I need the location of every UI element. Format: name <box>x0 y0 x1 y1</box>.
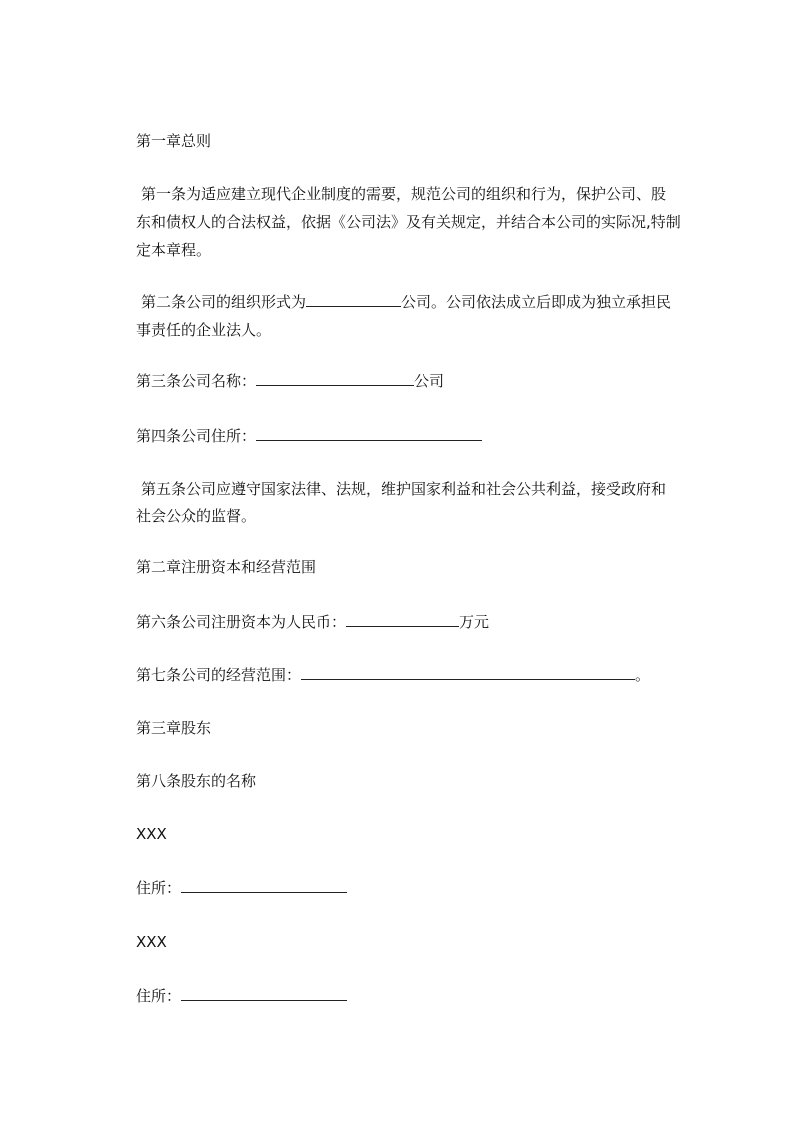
article-8-title: 第八条股东的名称 <box>136 772 257 790</box>
article-3 <box>136 371 444 391</box>
shareholder-2-address-blank <box>181 986 347 1001</box>
chapter-1-title: 第一章总则 <box>136 132 212 150</box>
article-7-suffix: 。 <box>635 666 651 684</box>
article-5-line-2: 社会公众的监督。 <box>136 507 257 525</box>
article-1-line-2: 东和债权人的合法权益，依据《公司法》及有关规定，并结合本公司的实际况,特制 <box>136 213 681 231</box>
shareholder-1-address-blank <box>181 878 347 893</box>
article-4 <box>136 426 482 446</box>
article-6 <box>136 612 489 632</box>
article-4-prefix: 第四条公司住所： <box>136 427 257 445</box>
article-1-line-1: 第一条为适应建立现代企业制度的需要，规范公司的组织和行为，保护公司、股 <box>141 185 667 203</box>
article-7 <box>136 665 650 685</box>
company-name-blank <box>256 371 414 386</box>
article-6-prefix: 第六条公司注册资本为人民币： <box>136 613 347 631</box>
article-2-line-2: 事责任的企业法人。 <box>136 321 272 339</box>
article-7-prefix: 第七条公司的经营范围： <box>136 666 302 684</box>
shareholder-2-address <box>136 986 347 1006</box>
company-address-blank <box>256 426 482 441</box>
shareholder-1-address <box>136 878 347 898</box>
article-5-line-1: 第五条公司应遵守国家法律、法规，维护国家利益和社会公共利益，接受政府和 <box>141 480 667 498</box>
business-scope-blank <box>301 665 635 680</box>
shareholder-2-name: XXX <box>136 933 167 951</box>
article-2-suffix: 公司。公司依法成立后即成为独立承担民 <box>401 293 672 311</box>
article-2-line-1 <box>141 292 671 312</box>
chapter-2-title: 第二章注册资本和经营范围 <box>136 558 317 576</box>
article-2-prefix: 第二条公司的组织形式为 <box>141 293 307 311</box>
capital-blank <box>346 612 459 627</box>
article-3-prefix: 第三条公司名称： <box>136 372 257 390</box>
org-form-blank <box>306 292 401 307</box>
shareholder-2-address-label: 住所： <box>136 987 182 1005</box>
chapter-3-title: 第三章股东 <box>136 719 212 737</box>
article-6-suffix: 万元 <box>459 613 490 631</box>
shareholder-1-address-label: 住所： <box>136 879 182 897</box>
shareholder-1-name: XXX <box>136 825 167 843</box>
article-3-suffix: 公司 <box>414 372 445 390</box>
article-1-line-3: 定本章程。 <box>136 241 212 259</box>
